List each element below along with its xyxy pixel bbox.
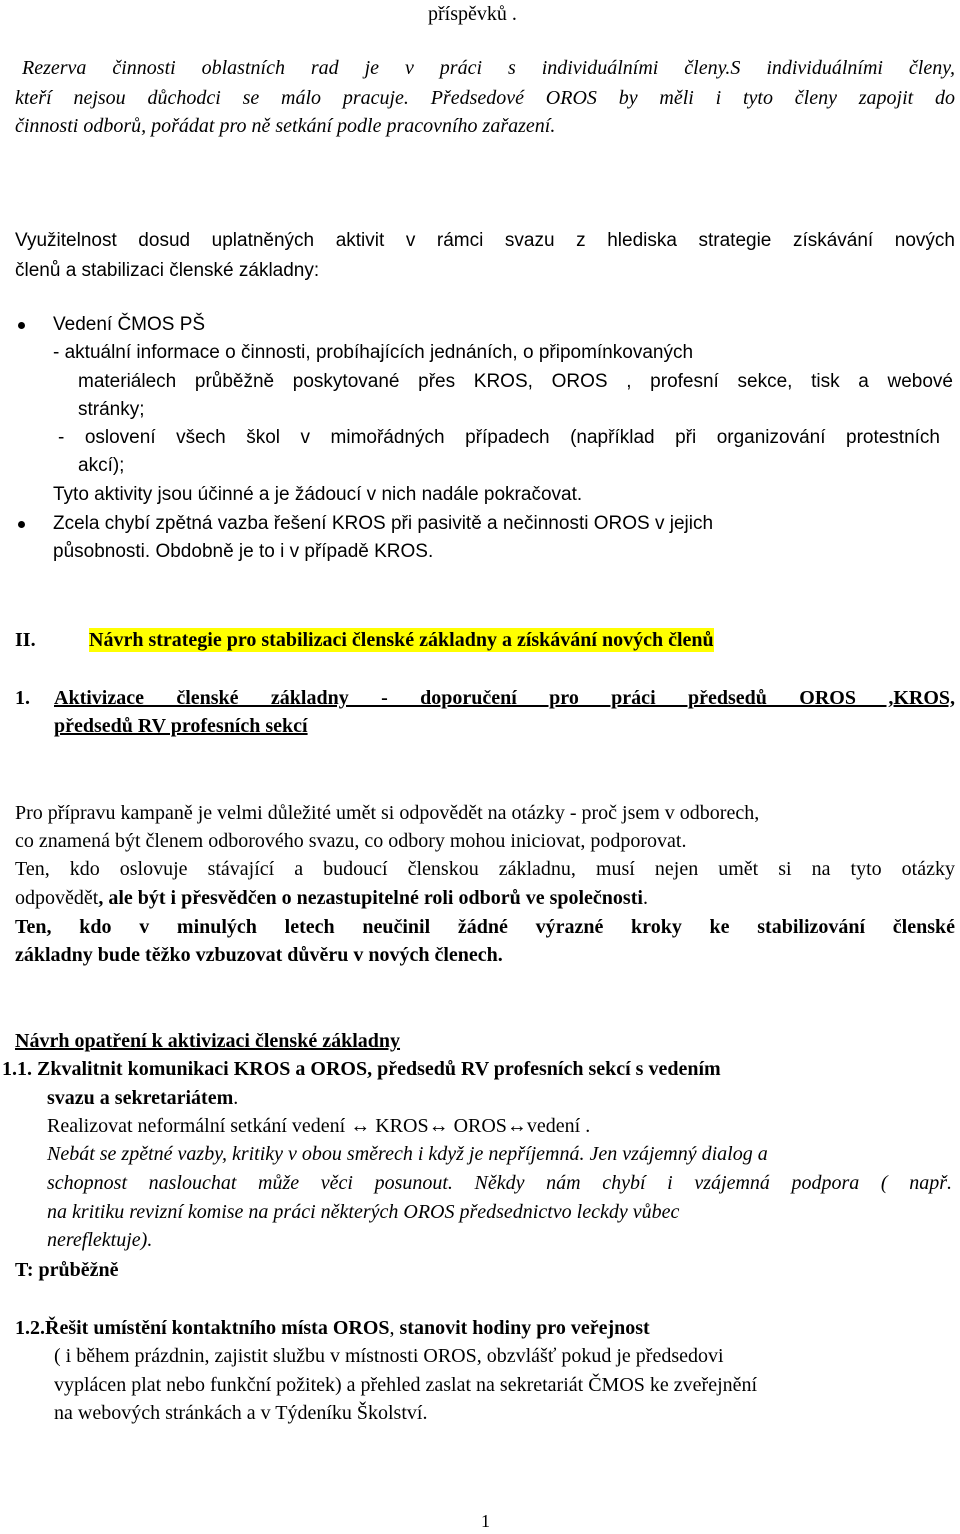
list-item: - aktuální informace o činnosti, probíhajících jednáních, o připomínkovaných xyxy=(53,342,694,363)
page-number: 1 xyxy=(481,1511,490,1531)
text-line: kteří nejsou důchodci se málo pracuje. Předsedové OROS by měli i tyto členy zapojit do xyxy=(15,87,955,109)
paragraph-line: Realizovat neformální setkání vedení ↔ KROS↔ OROS↔vedení . xyxy=(47,1115,591,1137)
list-item: Zcela chybí zpětná vazba řešení KROS při pasivitě a nečinnosti OROS v jejich xyxy=(53,513,714,534)
text-line: příspěvků . xyxy=(428,3,517,25)
section-heading: Využitelnost dosud uplatněných aktivit v rámci svazu z hlediska strategie získávání nových xyxy=(15,230,955,251)
list-item: Vedení ČMOS PŠ xyxy=(53,314,206,335)
list-item: stránky; xyxy=(78,399,145,420)
text-run: . xyxy=(642,887,648,909)
measure-title xyxy=(15,1316,650,1340)
subsection-number: 1. xyxy=(15,687,30,709)
paragraph-line: základny bude těžko vzbuzovat důvěru v nových členech. xyxy=(15,944,503,966)
paragraph-line: na webových stránkách a v Týdeníku Školství. xyxy=(54,1402,428,1424)
list-item: Tyto aktivity jsou účinné a je žádoucí v nich nadále pokračovat. xyxy=(53,484,583,505)
text-run: stanovit hodiny pro veřejnost xyxy=(394,1317,650,1339)
text-run: svazu a sekretariátem xyxy=(47,1087,234,1109)
text-run: , xyxy=(389,1317,395,1339)
deadline: T: průběžně xyxy=(15,1259,119,1281)
paragraph-line: na kritiku revizní komise na práci některých OROS předsednictvo leckdy vůbec xyxy=(47,1201,680,1223)
section-number: II. xyxy=(15,629,36,651)
paragraph-line: Pro přípravu kampaně je velmi důležité umět si odpovědět na otázky - proč jsem v odborech, xyxy=(15,802,760,824)
bullet-icon xyxy=(18,322,25,329)
list-item: - oslovení všech škol v mimořádných případech (například při organizování protestních xyxy=(58,427,940,448)
list-item: působnosti. Obdobně je to i v případě KROS. xyxy=(53,541,434,562)
paragraph-line: co znamená být členem odborového svazu, co odbory mohou iniciovat, podporovat. xyxy=(15,830,687,852)
bullet-icon xyxy=(18,521,25,528)
measure-title xyxy=(47,1086,238,1110)
paragraph-line: nereflektuje). xyxy=(47,1229,153,1251)
text-run: odpovědět xyxy=(15,887,99,909)
section-title: Návrh strategie pro stabilizaci členské základny a získávání nových členů xyxy=(89,629,714,651)
section-heading: členů a stabilizaci členské základny: xyxy=(15,260,320,281)
paragraph-line: schopnost naslouchat může věci posunout. Někdy nám chybí i vzájemná podpora ( např. xyxy=(47,1172,952,1194)
paragraph-line: Ten, kdo oslovuje stávající a budoucí členskou základnu, musí nejen umět si na tyto otázky xyxy=(15,858,955,880)
paragraph-line: Nebát se zpětné vazby, kritiky v obou směrech i když je nepříjemná. Jen vzájemný dialog a xyxy=(47,1143,768,1165)
text-run: , ale být i přesvědčen o nezastupitelné roli odborů ve společnosti xyxy=(98,887,643,909)
subsection-title: předsedů RV profesních sekcí xyxy=(54,715,308,737)
list-item: akcí); xyxy=(78,455,125,476)
subsection-title: Návrh opatření k aktivizaci členské základny xyxy=(15,1030,401,1052)
subsection-title: Aktivizace členské základny - doporučení pro práci předsedů OROS ,KROS, xyxy=(54,687,955,709)
paragraph-line: vyplácen plat nebo funkční požitek) a přehled zaslat na sekretariát ČMOS ke zveřejnění xyxy=(54,1374,758,1396)
text-run: 1.2.Řešit umístění kontaktního místa OROS xyxy=(15,1317,390,1339)
paragraph-line: ( i během prázdnin, zajistit službu v místnosti OROS, obzvlášť pokud je předsedovi xyxy=(54,1345,724,1367)
list-item: materiálech průběžně poskytované přes KROS, OROS , profesní sekce, tisk a webové xyxy=(78,371,953,392)
text-line: činnosti odborů, pořádat pro ně setkání podle pracovního zařazení. xyxy=(15,115,556,137)
text-run: . xyxy=(233,1087,239,1109)
paragraph-line: Ten, kdo v minulých letech neučinil žádné výrazné kroky ke stabilizování členské xyxy=(15,916,955,938)
measure-title: 1.1. Zkvalitnit komunikaci KROS a OROS, předsedů RV profesních sekcí s vedením xyxy=(2,1058,721,1080)
paragraph-line xyxy=(15,886,648,910)
text-line: Rezerva činnosti oblastních rad je v práci s individuálními členy.S individuálními členy, xyxy=(22,57,955,79)
